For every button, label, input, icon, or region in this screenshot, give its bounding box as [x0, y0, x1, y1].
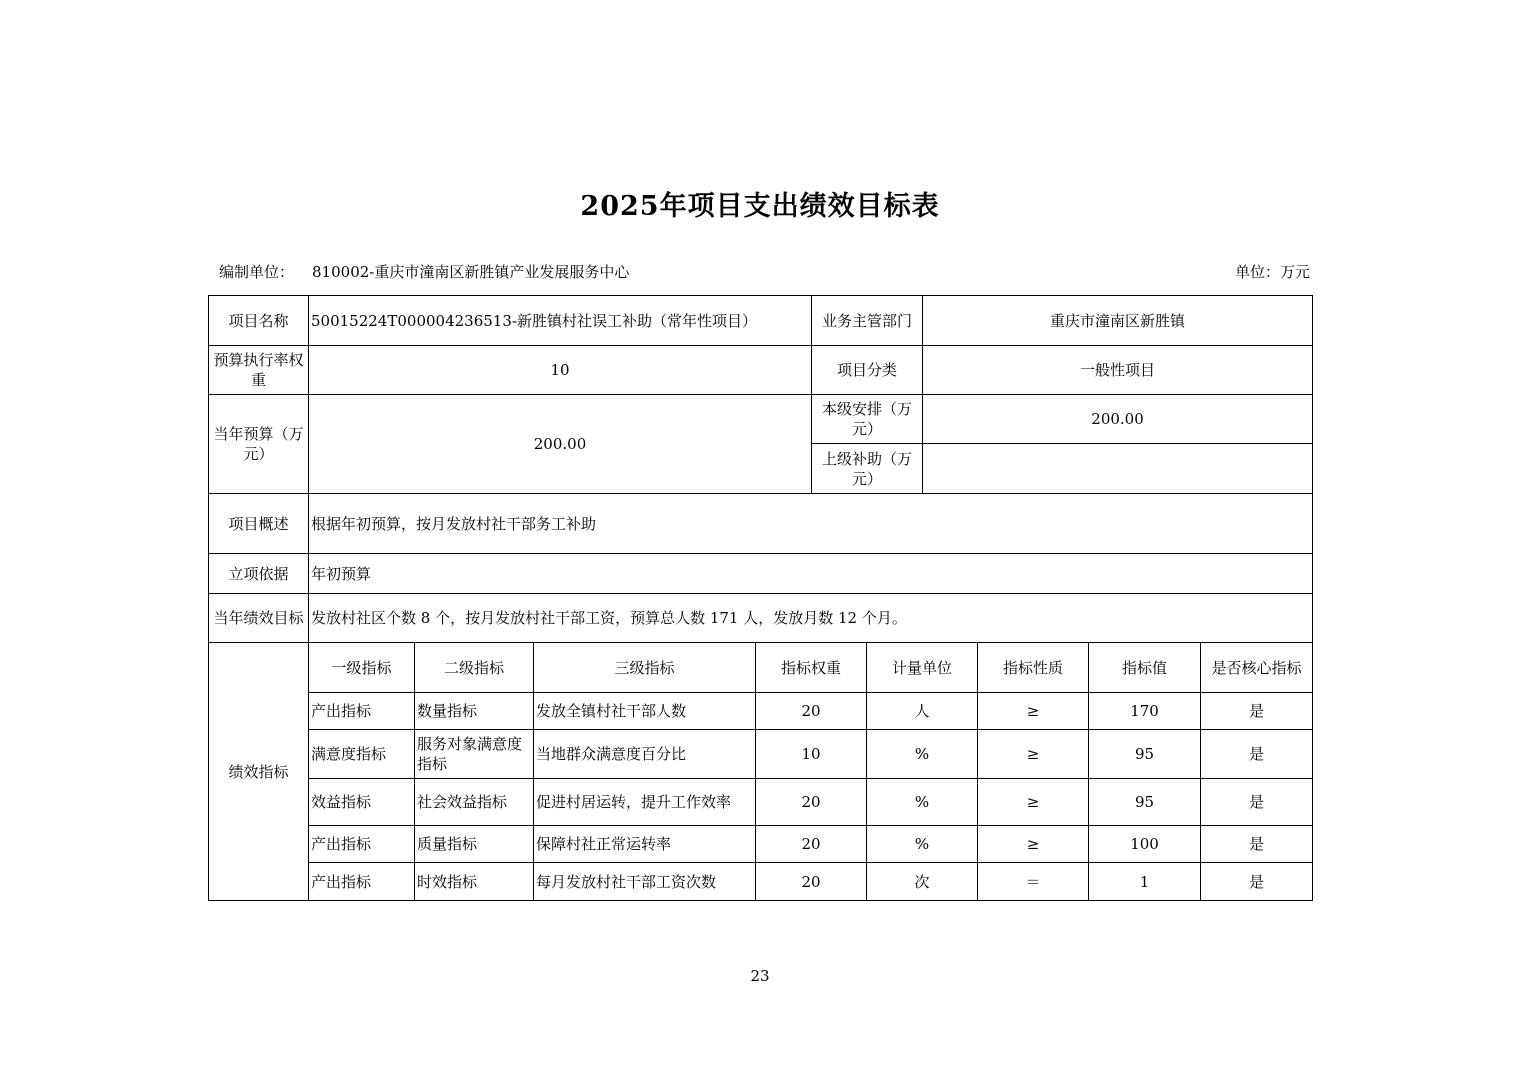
level3-indicator: 发放全镇村社干部人数	[534, 693, 756, 730]
indicator-weight: 20	[756, 693, 867, 730]
overview-label: 项目概述	[209, 494, 309, 554]
core-indicator-flag: 是	[1201, 693, 1313, 730]
row-annual-goal	[209, 594, 1313, 643]
local-allocation-label: 本级安排（万元）	[812, 395, 923, 444]
core-indicator-flag: 是	[1201, 730, 1313, 779]
indicator-header-row	[209, 643, 1313, 693]
column-header: 一级指标	[309, 643, 415, 693]
measurement-unit: %	[867, 730, 978, 779]
core-indicator-flag: 是	[1201, 863, 1313, 901]
annual-goal-value: 发放村社区个数 8 个，按月发放村社干部工资，预算总人数 171 人，发放月数 12 个月。	[309, 594, 1313, 643]
upper-subsidy-label: 上级补助（万元）	[812, 444, 923, 494]
measurement-unit: 人	[867, 693, 978, 730]
column-header: 三级指标	[534, 643, 756, 693]
execution-weight-value: 10	[309, 346, 812, 395]
indicator-row	[209, 693, 1313, 730]
indicator-row	[209, 779, 1313, 826]
level1-indicator: 产出指标	[309, 693, 415, 730]
column-header: 指标性质	[978, 643, 1089, 693]
level2-indicator: 社会效益指标	[415, 779, 534, 826]
project-name-value: 50015224T000004236513-新胜镇村社误工补助（常年性项目）	[309, 296, 812, 346]
execution-weight-label: 预算执行率权重	[209, 346, 309, 395]
overview-value: 根据年初预算，按月发放村社干部务工补助	[309, 494, 1313, 554]
compiling-unit-label: 编制单位：	[219, 263, 295, 281]
row-project-name	[209, 296, 1313, 346]
level3-indicator: 当地群众满意度百分比	[534, 730, 756, 779]
indicator-value: 95	[1089, 779, 1201, 826]
compiling-unit	[219, 261, 629, 282]
department-label: 业务主管部门	[812, 296, 923, 346]
column-header: 是否核心指标	[1201, 643, 1313, 693]
indicator-weight: 20	[756, 863, 867, 901]
level1-indicator: 产出指标	[309, 826, 415, 863]
indicator-nature: ≥	[978, 826, 1089, 863]
basis-value: 年初预算	[309, 554, 1313, 594]
core-indicator-flag: 是	[1201, 779, 1313, 826]
indicators-section-label: 绩效指标	[209, 643, 309, 901]
level2-indicator: 服务对象满意度指标	[415, 730, 534, 779]
indicator-nature: ＝	[978, 863, 1089, 901]
level3-indicator: 保障村社正常运转率	[534, 826, 756, 863]
currency-unit: 单位：万元	[1234, 263, 1310, 281]
indicator-weight: 10	[756, 730, 867, 779]
project-name-label: 项目名称	[209, 296, 309, 346]
measurement-unit: 次	[867, 863, 978, 901]
row-overview	[209, 494, 1313, 554]
indicator-weight: 20	[756, 779, 867, 826]
category-value: 一般性项目	[923, 346, 1313, 395]
measurement-unit: %	[867, 826, 978, 863]
indicator-nature: ≥	[978, 730, 1089, 779]
indicator-weight: 20	[756, 826, 867, 863]
annual-budget-value: 200.00	[309, 395, 812, 494]
indicator-value: 100	[1089, 826, 1201, 863]
indicator-nature: ≥	[978, 779, 1089, 826]
department-value: 重庆市潼南区新胜镇	[923, 296, 1313, 346]
page-number: 23	[750, 967, 770, 985]
column-header: 指标权重	[756, 643, 867, 693]
indicator-row	[209, 863, 1313, 901]
indicator-row	[209, 826, 1313, 863]
row-budget-local	[209, 395, 1313, 444]
column-header: 二级指标	[415, 643, 534, 693]
local-allocation-value: 200.00	[923, 395, 1313, 444]
level3-indicator: 每月发放村社干部工资次数	[534, 863, 756, 901]
annual-goal-label: 当年绩效目标	[209, 594, 309, 643]
row-execution-weight	[209, 346, 1313, 395]
indicator-value: 170	[1089, 693, 1201, 730]
row-basis	[209, 554, 1313, 594]
level3-indicator: 促进村居运转，提升工作效率	[534, 779, 756, 826]
level1-indicator: 效益指标	[309, 779, 415, 826]
category-label: 项目分类	[812, 346, 923, 395]
level2-indicator: 质量指标	[415, 826, 534, 863]
column-header: 指标值	[1089, 643, 1201, 693]
level2-indicator: 时效指标	[415, 863, 534, 901]
level1-indicator: 产出指标	[309, 863, 415, 901]
column-header: 计量单位	[867, 643, 978, 693]
level2-indicator: 数量指标	[415, 693, 534, 730]
basis-label: 立项依据	[209, 554, 309, 594]
core-indicator-flag: 是	[1201, 826, 1313, 863]
indicator-value: 1	[1089, 863, 1201, 901]
page-title: 2025年项目支出绩效目标表	[580, 191, 940, 222]
annual-budget-label: 当年预算（万元）	[209, 395, 309, 494]
level1-indicator: 满意度指标	[309, 730, 415, 779]
upper-subsidy-value	[923, 444, 1313, 494]
compiling-unit-value: 810002-重庆市潼南区新胜镇产业发展服务中心	[312, 263, 630, 281]
performance-target-table	[208, 295, 1313, 901]
indicator-row	[209, 730, 1313, 779]
measurement-unit: %	[867, 779, 978, 826]
indicator-value: 95	[1089, 730, 1201, 779]
indicator-nature: ≥	[978, 693, 1089, 730]
